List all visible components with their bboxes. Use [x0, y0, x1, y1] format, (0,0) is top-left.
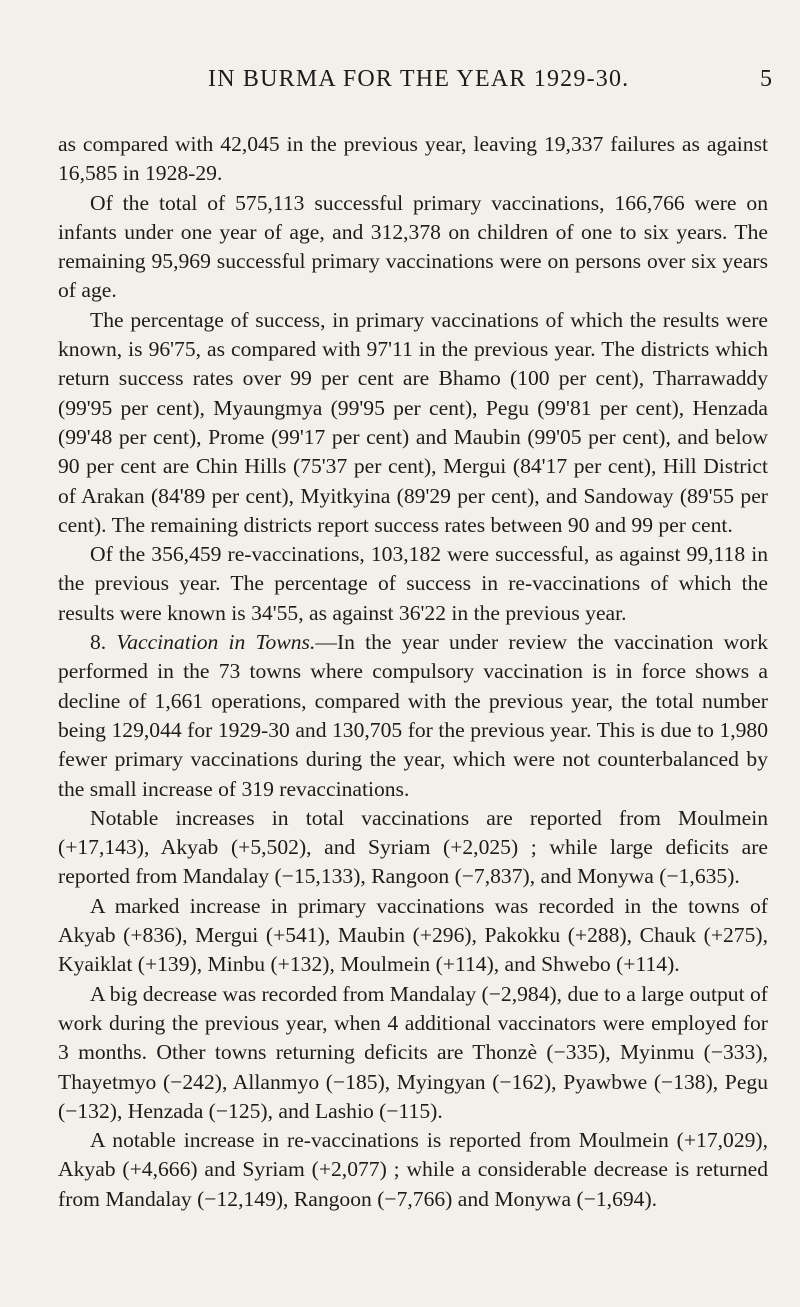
paragraph-9: A notable increase in re-vaccinations is reported from Moulmein (+17,029), Akyab (+4,666) and Syriam (+2,077) ; while a considerable decrease is returned from Mandalay (−12,149), Rangoon (−7,766) and Monywa (−1,694). [58, 1128, 768, 1211]
page-header [0, 66, 800, 102]
paragraph-4: Of the 356,459 re-vaccinations, 103,182 were successful, as against 99,118 in the previous year. The percentage of success in re-vaccinations of which the results were known is 34'55, as against 36'22 in the previous year. [58, 542, 768, 625]
paragraph-1: as compared with 42,045 in the previous year, leaving 19,337 failures as against 16,585 in 1928-29. [58, 132, 768, 186]
section-text: —In the year under review the vaccination work performed in the 73 towns where compulsory vaccination is in force shows a decline of 1,661 operations, compared with the previous year, the total number being 129,044 for 1929-30 and 130,705 for the previous year. This is due to 1,980 fewer primary vaccinations during the year, which were not counterbalanced by the small increase of 319 revaccinations. [58, 630, 769, 801]
page-number: 5 [760, 66, 772, 92]
paragraph-2: Of the total of 575,113 successful primary vaccinations, 166,766 were on infants under one year of age, and 312,378 on children of one to six years. The remaining 95,969 successful primary vaccinations were on persons over six years of age. [58, 190, 768, 303]
paragraph-5-vaccination-in-towns [58, 628, 768, 804]
running-title: IN BURMA FOR THE YEAR 1929-30. [208, 66, 630, 92]
section-heading: Vaccination in Towns. [116, 630, 316, 655]
paragraph-3: The percentage of success, in primary vaccinations of which the results were known, is 96'75, as compared with 97'11 in the previous year. The districts which return success rates over 99 per cent are Bhamo (100 per cent), Tharrawaddy (99'95 per cent), Myaungmya (99'95 per cent), Pegu (99'81 per cent), Henzada (99'48 per cent), Prome (99'17 per cent) and Maubin (99'05 per cent), and below 90 per cent are Chin Hills (75'37 per cent), Mergui (84'17 per cent), Hill District of Arakan (84'89 per cent), Myitkyina (89'29 per cent), and Sandoway (89'55 per cent). The remaining districts report success rates between 90 and 99 per cent. [58, 307, 768, 537]
paragraph-7: A marked increase in primary vaccinations was recorded in the towns of Akyab (+836), Mergui (+541), Maubin (+296), Pakokku (+288), Chauk (+275), Kyaiklat (+139), Minbu (+132), Moulmein (+114), and Shwebo (+114). [58, 893, 768, 977]
section-number: 8. [90, 630, 107, 655]
paragraph-8: A big decrease was recorded from Mandalay (−2,984), due to a large output of work during the previous year, when 4 additional vaccinators were employed for 3 months. Other towns returning deficits are Thonzè (−335), Myinmu (−333), Thayetmyo (−242), Allanmyo (−185), Myingyan (−162), Pyawbwe (−138), Pegu (−132), Henzada (−125), and Lashio (−115). [58, 981, 768, 1123]
body-text [58, 130, 768, 1214]
paragraph-6: Notable increases in total vaccinations are reported from Moulmein (+17,143), Akyab (+5,502), and Syriam (+2,025) ; while large deficits are reported from Mandalay (−15,133), Rangoon (−7,837), and Monywa (−1,635). [58, 805, 768, 889]
